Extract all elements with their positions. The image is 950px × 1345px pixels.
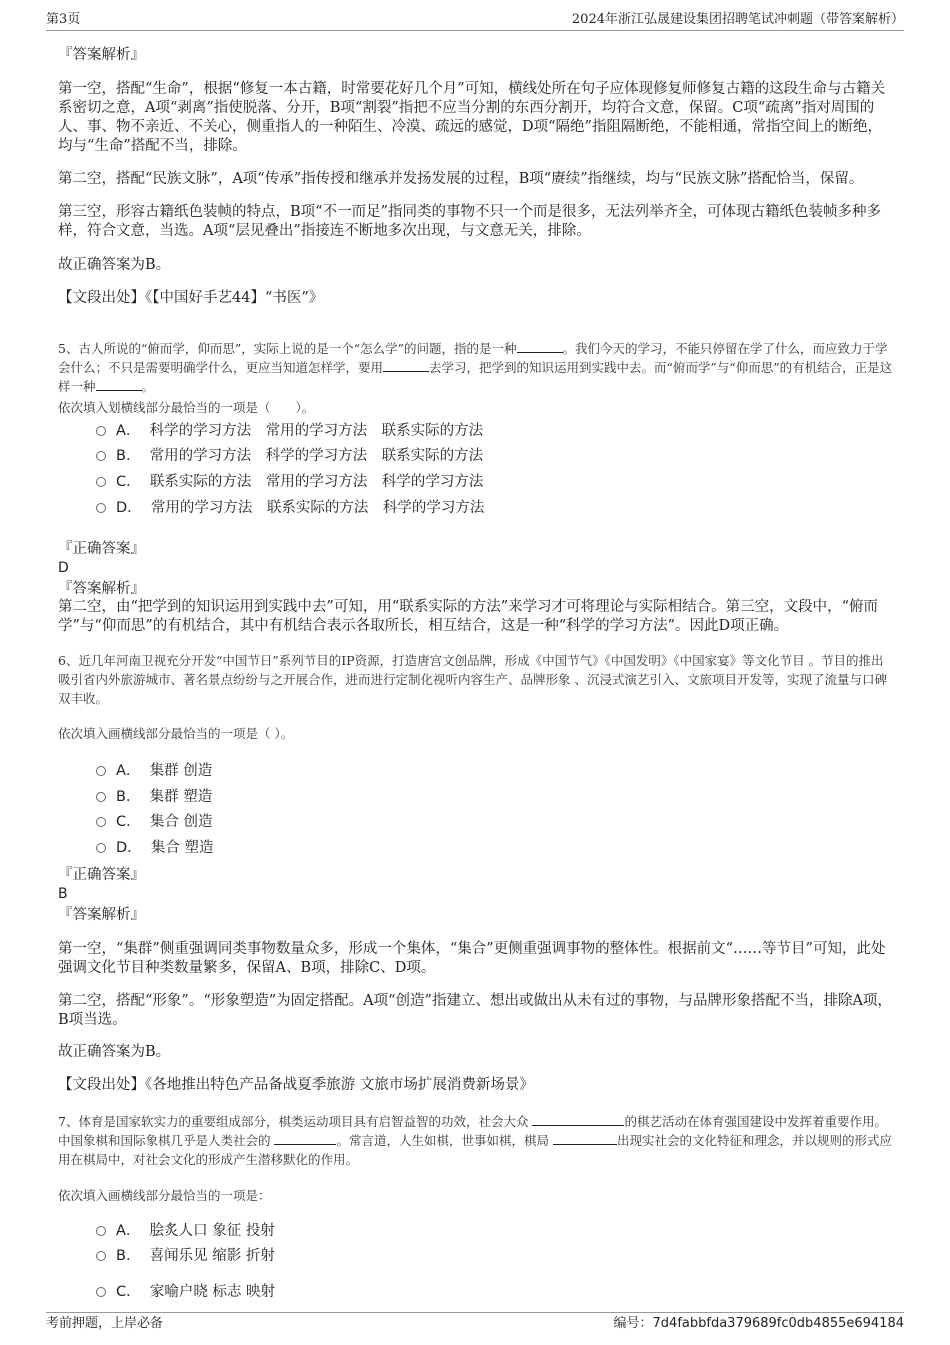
q4-analysis-para2: 第二空，搭配“民族文脉”，A项“传承”指传授和继承并发扬发展的过程，B项“赓续”指继续，均与“民族文脉”搭配恰当，保留。 [58,171,864,187]
blank [532,1112,624,1126]
q4-conclusion: 故正确答案为B。 [58,257,171,273]
q5-stem: 5、古人所说的“俯而学，仰而思”，实际上说的是一个“怎么学”的问题，指的是一种 。我们今天的学习，不能只停留在学了什么，而应致力于学会什么；不只是需要明确学什么，更应当知道怎样学，要用 去学习，把学到的知识运用到实践中去。而“俯而学”与“仰而思”的有机结合，正是这样一种 。 [58,341,893,394]
q6-option-c[interactable]: C． 集合 创造 [96,812,212,832]
q7-option-c[interactable]: C． 家喻户晓 标志 映射 [96,1282,275,1302]
q5-option-c[interactable]: C． 联系实际的方法 常用的学习方法 科学的学习方法 [96,472,483,492]
q6-conclusion: 故正确答案为B。 [58,1044,171,1060]
q6-analysis-label: 『答案解析』 [58,907,145,923]
blank [553,1131,617,1145]
q5-option-d[interactable]: D． 常用的学习方法 联系实际的方法 科学的学习方法 [96,498,484,518]
document-code: 编号：7d4fabbfda379689fc0db4855e694184 [613,1316,904,1331]
radio-icon[interactable] [96,843,106,853]
blank [517,339,563,353]
q6-analysis-para2: 第二空，搭配“形象”。“形象塑造”为固定搭配。A项“创造”指建立、想出或做出从未有过的事物，与品牌形象搭配不当，排除A项，B项当选。 [58,993,892,1028]
footer-slogan: 考前押题，上岸必备 [46,1316,164,1331]
page-header [46,12,904,31]
q7-instruction: 依次填入画横线部分最恰当的一项是： [58,1188,271,1203]
q7-stem: 7、体育是国家软实力的重要组成部分，棋类运动项目具有启智益智的功效，社会大众 的棋艺活动在体育强国建设中发挥着重要作用。中国象棋和国际象棋几乎是人类社会的 。常言道，人生如棋，世事如棋，棋局 出现实社会的文化特征和理念，并以规则的形式应用在棋局中，对社会文化的形成产生潜移默化的作用。 [58,1114,892,1167]
q7-option-b[interactable]: B． 喜闻乐见 缩影 折射 [96,1246,275,1266]
q4-analysis-para1: 第一空，搭配“生命”，根据“修复一本古籍，时常要花好几个月”可知，横线处所在句子应体现修复师修复古籍的这段生命与古籍关系密切之意，A项“剥离”指使脱落、分开，B项“割裂”指把不应当分割的东西分割开，均符合文意，保留。C项“疏离”指对周围的人、事、物不亲近、不关心，侧重指人的一种陌生、冷漠、疏远的感觉，D项“隔绝”指阻隔断绝，不能相通，常指空间上的断绝，均与“生命”搭配不当，排除。 [58,81,886,154]
q5-instruction: 依次填入划横线部分最恰当的一项是（ ）。 [58,400,315,415]
q6-instruction: 依次填入画横线部分最恰当的一项是（ ）。 [58,726,294,741]
q4-source: 【文段出处】《【中国好手艺44】“书医”》 [58,290,324,306]
radio-icon[interactable] [96,426,106,436]
q7-option-a[interactable]: A． 脍炙人口 象征 投射 [96,1221,275,1241]
q5-answer: D [58,560,69,576]
blank [383,358,429,372]
blank [96,377,142,391]
q5-option-a[interactable]: A． 科学的学习方法 常用的学习方法 联系实际的方法 [96,421,483,441]
q5-analysis: 第二空，由“把学到的知识运用到实践中去”可知，用“联系实际的方法”来学习才可将理论与实际相结合。第三空，文段中，“俯而学”与“仰而思”的有机结合，其中有机结合表示各取所长，相互结合，这是一种“科学的学习方法”。因此D项正确。 [58,599,879,634]
q6-option-a[interactable]: A． 集群 创造 [96,761,212,781]
page-footer [46,1312,904,1331]
radio-icon[interactable] [96,477,106,487]
q6-answer: B [58,886,68,902]
radio-icon[interactable] [96,451,106,461]
q5-answer-label: 『正确答案』 [58,541,145,557]
q6-option-b[interactable]: B． 集群 塑造 [96,787,212,807]
q4-analysis-para3: 第三空，形容古籍纸色装帧的特点，B项“不一而足”指同类的事物不只一个而是很多，无法列举齐全，可体现古籍纸色装帧多种多样，符合文意，当选。A项“层见叠出”指接连不断地多次出现，与文意无关，排除。 [58,204,881,239]
radio-icon[interactable] [96,817,106,827]
q6-stem: 6、近几年河南卫视充分开发“中国节日”系列节目的IP资源，打造唐宫文创品牌，形成《中国节气》《中国发明》《中国家宴》等文化节目 。节目的推出吸引省内外旅游城市、著名景点纷纷与之开展合作，进而进行定制化视听内容生产、品牌形象 、沉浸式演艺引入、文旅项目开发等，实现了流量与口碑双丰收。 [58,653,887,706]
document-title: 2024年浙江弘晟建设集团招聘笔试冲刺题（带答案解析） [571,12,904,27]
q6-option-d[interactable]: D． 集合 塑造 [96,838,214,858]
q6-analysis-para1: 第一空，“集群”侧重强调同类事物数量众多，形成一个集体，“集合”更侧重强调事物的整体性。根据前文“……等节目”可知，此处强调文化节目种类数量繁多，保留A、B项，排除C、D项。 [58,941,886,976]
q6-answer-label: 『正确答案』 [58,867,145,883]
q6-source: 【文段出处】《各地推出特色产品备战夏季旅游 文旅市场扩展消费新场景》 [58,1077,534,1093]
radio-icon[interactable] [96,503,106,513]
blank [274,1131,336,1145]
page-number: 第3页 [46,12,81,27]
radio-icon[interactable] [96,1251,106,1261]
radio-icon[interactable] [96,792,106,802]
q4-analysis-label: 『答案解析』 [58,47,145,63]
radio-icon[interactable] [96,1287,106,1297]
radio-icon[interactable] [96,766,106,776]
q5-analysis-label: 『答案解析』 [58,581,145,597]
q5-option-b[interactable]: B． 常用的学习方法 科学的学习方法 联系实际的方法 [96,446,483,466]
radio-icon[interactable] [96,1226,106,1236]
